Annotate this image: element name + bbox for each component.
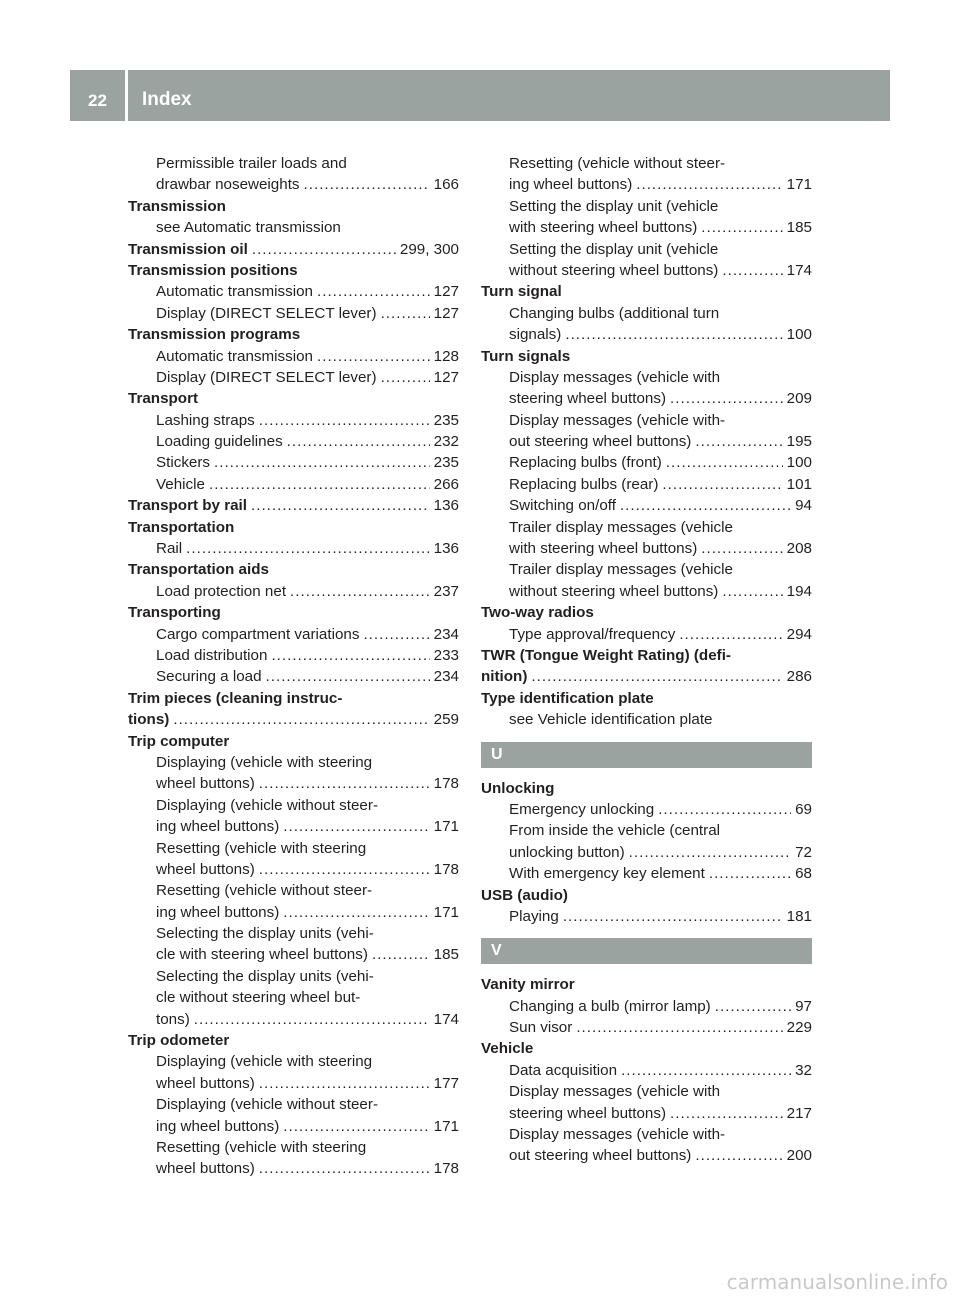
index-subentry	[128, 666, 459, 687]
index-subentry	[128, 367, 459, 388]
index-entry	[481, 885, 812, 906]
entry-label: Trip computer	[128, 732, 230, 750]
index-subentry	[128, 1158, 459, 1179]
entry-label: Transmission oil	[128, 240, 248, 258]
dot-leader	[662, 474, 782, 495]
entry-label: cle without steering wheel but-	[156, 989, 361, 1007]
entry-label: tions)	[128, 711, 170, 729]
entry-label: Rail	[156, 540, 183, 558]
index-subentry	[481, 1145, 812, 1166]
index-entry	[128, 688, 459, 709]
entry-label: see Automatic transmission	[156, 219, 341, 237]
dot-leader	[670, 1103, 783, 1124]
watermark: carmanualsonline.info	[726, 1270, 948, 1294]
dot-leader	[194, 1009, 430, 1030]
entry-label: nition)	[481, 668, 528, 686]
dot-leader	[173, 709, 429, 730]
dot-leader	[317, 346, 430, 367]
entry-label: Transmission	[128, 197, 226, 215]
dot-leader	[701, 538, 782, 559]
entry-label: Turn signal	[481, 283, 562, 301]
entry-label: With emergency key element	[509, 865, 705, 883]
letter-section-header: V	[481, 938, 812, 964]
page-reference[interactable]: 174	[786, 261, 812, 279]
index-subentry	[128, 859, 459, 880]
entry-label: signals)	[509, 326, 562, 344]
entry-label: Type approval/frequency	[509, 625, 676, 643]
page-reference[interactable]: 237	[433, 582, 459, 600]
index-subentry	[128, 217, 459, 238]
page-reference[interactable]: 127	[433, 283, 459, 301]
page-reference[interactable]: 299, 300	[399, 240, 459, 258]
dot-leader	[259, 1158, 430, 1179]
entry-label: Loading guidelines	[156, 433, 283, 451]
page-reference[interactable]: 171	[786, 176, 812, 194]
index-entry	[128, 559, 459, 580]
index-subentry	[481, 996, 812, 1017]
entry-label: Display (DIRECT SELECT lever)	[156, 368, 377, 386]
dot-leader	[666, 452, 783, 473]
entry-label: Displaying (vehicle without steer-	[156, 1096, 378, 1114]
index-subentry	[481, 1060, 812, 1081]
page-reference[interactable]: 128	[433, 347, 459, 365]
index-subentry	[481, 799, 812, 820]
dot-leader	[695, 431, 782, 452]
dot-leader	[722, 581, 782, 602]
entry-label: with steering wheel buttons)	[509, 540, 698, 558]
index-column-right	[481, 153, 812, 1167]
entry-label: ing wheel buttons)	[156, 903, 280, 921]
dot-leader	[381, 367, 430, 388]
entry-label: Selecting the display units (vehi-	[156, 967, 374, 985]
entry-label: Displaying (vehicle with steering	[156, 753, 373, 771]
page-reference[interactable]: 233	[433, 646, 459, 664]
index-subentry	[481, 367, 812, 388]
index-column-left	[128, 153, 459, 1180]
index-subentry	[481, 410, 812, 431]
page-reference[interactable]: 127	[433, 304, 459, 322]
entry-label: TWR (Tongue Weight Rating) (defi-	[481, 646, 731, 664]
page-reference[interactable]: 166	[433, 176, 459, 194]
entry-label: ing wheel buttons)	[156, 818, 280, 836]
page-reference[interactable]: 171	[433, 818, 459, 836]
index-entry	[128, 324, 459, 345]
entry-label: From inside the vehicle (central	[509, 822, 721, 840]
index-subentry	[481, 303, 812, 324]
dot-leader	[701, 217, 782, 238]
dot-leader	[283, 902, 429, 923]
page-reference[interactable]: 259	[433, 711, 459, 729]
page-reference[interactable]: 209	[786, 390, 812, 408]
page-reference[interactable]: 200	[786, 1147, 812, 1165]
entry-label: ing wheel buttons)	[509, 176, 633, 194]
entry-label: Playing	[509, 907, 559, 925]
index-subentry	[481, 239, 812, 260]
index-entry	[481, 778, 812, 799]
page-reference[interactable]: 171	[433, 903, 459, 921]
page-reference[interactable]: 178	[433, 775, 459, 793]
index-subentry	[481, 559, 812, 580]
index-subentry	[128, 1009, 459, 1030]
entry-label: Load protection net	[156, 582, 287, 600]
page-reference[interactable]: 136	[433, 540, 459, 558]
dot-leader	[679, 624, 782, 645]
page-number: 22	[88, 91, 107, 110]
index-subentry	[128, 452, 459, 473]
entry-label: Data acquisition	[509, 1061, 618, 1079]
entry-label: unlocking button)	[509, 843, 625, 861]
dot-leader	[186, 538, 429, 559]
index-subentry	[128, 1137, 459, 1158]
index-subentry	[128, 752, 459, 773]
dot-leader	[363, 624, 429, 645]
index-subentry	[128, 773, 459, 794]
entry-label: Transmission positions	[128, 261, 298, 279]
dot-leader	[565, 324, 782, 345]
index-entry	[128, 388, 459, 409]
entry-label: wheel buttons)	[156, 1160, 255, 1178]
index-subentry	[128, 966, 459, 987]
page-reference[interactable]: 72	[795, 843, 812, 861]
entry-label: Trailer display messages (vehicle	[509, 518, 733, 536]
entry-label: steering wheel buttons)	[509, 390, 667, 408]
dot-leader	[695, 1145, 782, 1166]
entry-label: Permissible trailer loads and	[156, 155, 347, 172]
index-subentry	[481, 842, 812, 863]
index-subentry	[481, 1103, 812, 1124]
index-subentry	[128, 645, 459, 666]
dot-leader	[563, 906, 783, 927]
index-subentry	[128, 1094, 459, 1115]
entry-label: Setting the display unit (vehicle	[509, 240, 719, 258]
index-subentry	[481, 495, 812, 516]
entry-label: Trip odometer	[128, 1032, 230, 1050]
index-subentry	[481, 863, 812, 884]
entry-label: Trim pieces (cleaning instruc-	[128, 689, 343, 707]
index-subentry	[481, 709, 812, 730]
entry-label: steering wheel buttons)	[509, 1104, 667, 1122]
entry-label: Displaying (vehicle without steer-	[156, 796, 378, 814]
dot-leader	[658, 799, 791, 820]
entry-label: Replacing bulbs (front)	[509, 454, 662, 472]
page-reference[interactable]: 185	[433, 946, 459, 964]
page-reference[interactable]: 208	[786, 540, 812, 558]
page-reference[interactable]: 234	[433, 668, 459, 686]
entry-label: Transportation	[128, 518, 235, 536]
index-subentry	[481, 217, 812, 238]
page-reference[interactable]: 127	[433, 368, 459, 386]
page-header	[70, 70, 890, 121]
dot-leader	[715, 996, 791, 1017]
dot-leader	[317, 281, 430, 302]
index-entry	[128, 196, 459, 217]
index-subentry	[128, 923, 459, 944]
dot-leader	[214, 452, 430, 473]
entry-label: Automatic transmission	[156, 283, 313, 301]
entry-label: Emergency unlocking	[509, 800, 655, 818]
entry-label: without steering wheel buttons)	[509, 261, 719, 279]
index-entry	[128, 709, 459, 730]
index-entry	[128, 239, 459, 260]
entry-label: Automatic transmission	[156, 347, 313, 365]
page-reference[interactable]: 100	[786, 326, 812, 344]
index-entry	[481, 666, 812, 687]
page-reference[interactable]: 195	[786, 433, 812, 451]
page-reference[interactable]: 294	[786, 625, 812, 643]
entry-label: Display messages (vehicle with	[509, 1083, 721, 1101]
index-entry	[128, 1030, 459, 1051]
index-entry	[481, 346, 812, 367]
entry-label: Sun visor	[509, 1019, 573, 1037]
index-subentry	[481, 431, 812, 452]
entry-label: Transportation aids	[128, 561, 269, 579]
entry-label: wheel buttons)	[156, 775, 255, 793]
entry-label: Unlocking	[481, 779, 555, 797]
dot-leader	[252, 239, 396, 260]
dot-leader	[304, 174, 430, 195]
index-entry	[481, 645, 812, 666]
index-entry	[481, 688, 812, 709]
dot-leader	[259, 410, 430, 431]
entry-label: tons)	[156, 1010, 190, 1028]
index-entry	[481, 974, 812, 995]
page-reference[interactable]: 100	[786, 454, 812, 472]
entry-label: Type identification plate	[481, 689, 654, 707]
index-entry	[128, 602, 459, 623]
page-reference[interactable]: 232	[433, 433, 459, 451]
index-subentry	[481, 174, 812, 195]
entry-label: cle with steering wheel buttons)	[156, 946, 368, 964]
entry-label: Transporting	[128, 604, 221, 622]
header-divider	[125, 70, 128, 121]
page-reference[interactable]: 235	[433, 454, 459, 472]
index-entry	[128, 731, 459, 752]
entry-label: Changing a bulb (mirror lamp)	[509, 997, 711, 1015]
dot-leader	[287, 431, 430, 452]
page-reference[interactable]: 234	[433, 625, 459, 643]
page-reference[interactable]: 181	[786, 907, 812, 925]
entry-label: out steering wheel buttons)	[509, 433, 692, 451]
dot-leader	[620, 495, 791, 516]
index-subentry	[128, 281, 459, 302]
index-entry	[128, 517, 459, 538]
dot-leader	[670, 388, 783, 409]
index-subentry	[128, 880, 459, 901]
dot-leader	[722, 260, 782, 281]
index-subentry	[128, 581, 459, 602]
index-subentry	[481, 1081, 812, 1102]
entry-label: wheel buttons)	[156, 860, 255, 878]
index-subentry	[481, 820, 812, 841]
dot-leader	[636, 174, 782, 195]
entry-label: Displaying (vehicle with steering	[156, 1053, 373, 1071]
dot-leader	[259, 773, 430, 794]
entry-label: Load distribution	[156, 646, 268, 664]
index-subentry	[481, 196, 812, 217]
entry-label: wheel buttons)	[156, 1074, 255, 1092]
index-subentry	[481, 153, 812, 174]
index-subentry	[128, 538, 459, 559]
index-subentry	[481, 260, 812, 281]
index-subentry	[128, 174, 459, 195]
page-reference[interactable]: 136	[433, 497, 459, 515]
dot-leader	[209, 474, 430, 495]
index-subentry	[128, 410, 459, 431]
index-subentry	[481, 1124, 812, 1145]
page-reference[interactable]: 178	[433, 860, 459, 878]
dot-leader	[576, 1017, 782, 1038]
entry-label: Turn signals	[481, 347, 571, 365]
entry-label: Changing bulbs (additional turn	[509, 304, 720, 322]
entry-label: Two-way radios	[481, 604, 594, 622]
entry-label: Resetting (vehicle without steer-	[509, 155, 726, 172]
entry-label: Replacing bulbs (rear)	[509, 475, 659, 493]
entry-label: Vehicle	[481, 1040, 534, 1058]
index-entry	[481, 1038, 812, 1059]
index-subentry	[481, 452, 812, 473]
entry-label: Selecting the display units (vehi-	[156, 925, 374, 943]
index-subentry	[481, 474, 812, 495]
entry-label: Resetting (vehicle with steering	[156, 1138, 367, 1156]
index-entry	[481, 602, 812, 623]
index-subentry	[481, 388, 812, 409]
page-reference[interactable]: 177	[433, 1074, 459, 1092]
index-subentry	[128, 944, 459, 965]
page-reference[interactable]: 185	[786, 219, 812, 237]
entry-label: Display messages (vehicle with-	[509, 1126, 726, 1144]
index-subentry	[481, 324, 812, 345]
dot-leader	[251, 495, 430, 516]
page-reference[interactable]: 101	[786, 475, 812, 493]
entry-label: Switching on/off	[509, 497, 616, 515]
index-subentry	[128, 987, 459, 1008]
entry-label: Transmission programs	[128, 326, 301, 344]
page-reference[interactable]: 97	[795, 997, 812, 1015]
index-subentry	[128, 1116, 459, 1137]
page-reference[interactable]: 235	[433, 411, 459, 429]
dot-leader	[283, 816, 429, 837]
index-subentry	[481, 581, 812, 602]
page-reference[interactable]: 94	[795, 497, 812, 515]
index-entry	[128, 495, 459, 516]
entry-label: Display messages (vehicle with	[509, 368, 721, 386]
dot-leader	[283, 1116, 429, 1137]
index-subentry	[128, 1073, 459, 1094]
letter-section-header: U	[481, 742, 812, 768]
index-subentry	[128, 474, 459, 495]
page-reference[interactable]: 217	[786, 1104, 812, 1122]
index-subentry	[481, 517, 812, 538]
entry-label: Trailer display messages (vehicle	[509, 561, 733, 579]
dot-leader	[629, 842, 791, 863]
dot-leader	[621, 1060, 791, 1081]
index-subentry	[128, 902, 459, 923]
index-subentry	[128, 838, 459, 859]
index-entry	[128, 260, 459, 281]
entry-label: Setting the display unit (vehicle	[509, 197, 719, 215]
entry-label: Cargo compartment variations	[156, 625, 360, 643]
dot-leader	[531, 666, 782, 687]
page-reference[interactable]: 68	[795, 865, 812, 883]
dot-leader	[709, 863, 791, 884]
index-subentry	[128, 153, 459, 174]
entry-label: see Vehicle identification plate	[509, 711, 713, 729]
entry-label: Transport	[128, 390, 199, 408]
dot-leader	[290, 581, 430, 602]
entry-label: with steering wheel buttons)	[509, 219, 698, 237]
index-subentry	[128, 816, 459, 837]
entry-label: Display messages (vehicle with-	[509, 411, 726, 429]
page-reference[interactable]: 69	[795, 800, 812, 818]
page-reference[interactable]: 178	[433, 1160, 459, 1178]
dot-leader	[271, 645, 429, 666]
page-reference[interactable]: 194	[786, 582, 812, 600]
page-reference[interactable]: 266	[433, 475, 459, 493]
section-title: Index	[142, 89, 192, 110]
page-reference[interactable]: 286	[786, 668, 812, 686]
entry-label: Stickers	[156, 454, 211, 472]
index-entry	[481, 281, 812, 302]
index-subentry	[128, 303, 459, 324]
index-subentry	[128, 795, 459, 816]
index-subentry	[481, 906, 812, 927]
index-subentry	[128, 431, 459, 452]
entry-label: Resetting (vehicle with steering	[156, 839, 367, 857]
entry-label: Display (DIRECT SELECT lever)	[156, 304, 377, 322]
index-subentry	[481, 538, 812, 559]
dot-leader	[372, 944, 430, 965]
page-reference[interactable]: 229	[786, 1019, 812, 1037]
entry-label: Transport by rail	[128, 497, 248, 515]
index-subentry	[481, 1017, 812, 1038]
entry-label: out steering wheel buttons)	[509, 1147, 692, 1165]
entry-label: Securing a load	[156, 668, 262, 686]
index-subentry	[128, 346, 459, 367]
dot-leader	[381, 303, 430, 324]
entry-label: without steering wheel buttons)	[509, 582, 719, 600]
index-subentry	[128, 1051, 459, 1072]
entry-label: Resetting (vehicle without steer-	[156, 882, 373, 900]
page-reference[interactable]: 174	[433, 1010, 459, 1028]
entry-label: Vanity mirror	[481, 976, 575, 994]
entry-label: Lashing straps	[156, 411, 255, 429]
entry-label: drawbar noseweights	[156, 176, 300, 194]
entry-label: USB (audio)	[481, 886, 568, 904]
index-subentry	[128, 624, 459, 645]
dot-leader	[259, 859, 430, 880]
page-reference[interactable]: 171	[433, 1117, 459, 1135]
dot-leader	[259, 1073, 430, 1094]
page-reference[interactable]: 32	[795, 1061, 812, 1079]
dot-leader	[266, 666, 430, 687]
entry-label: Vehicle	[156, 475, 205, 493]
index-subentry	[481, 624, 812, 645]
entry-label: ing wheel buttons)	[156, 1117, 280, 1135]
